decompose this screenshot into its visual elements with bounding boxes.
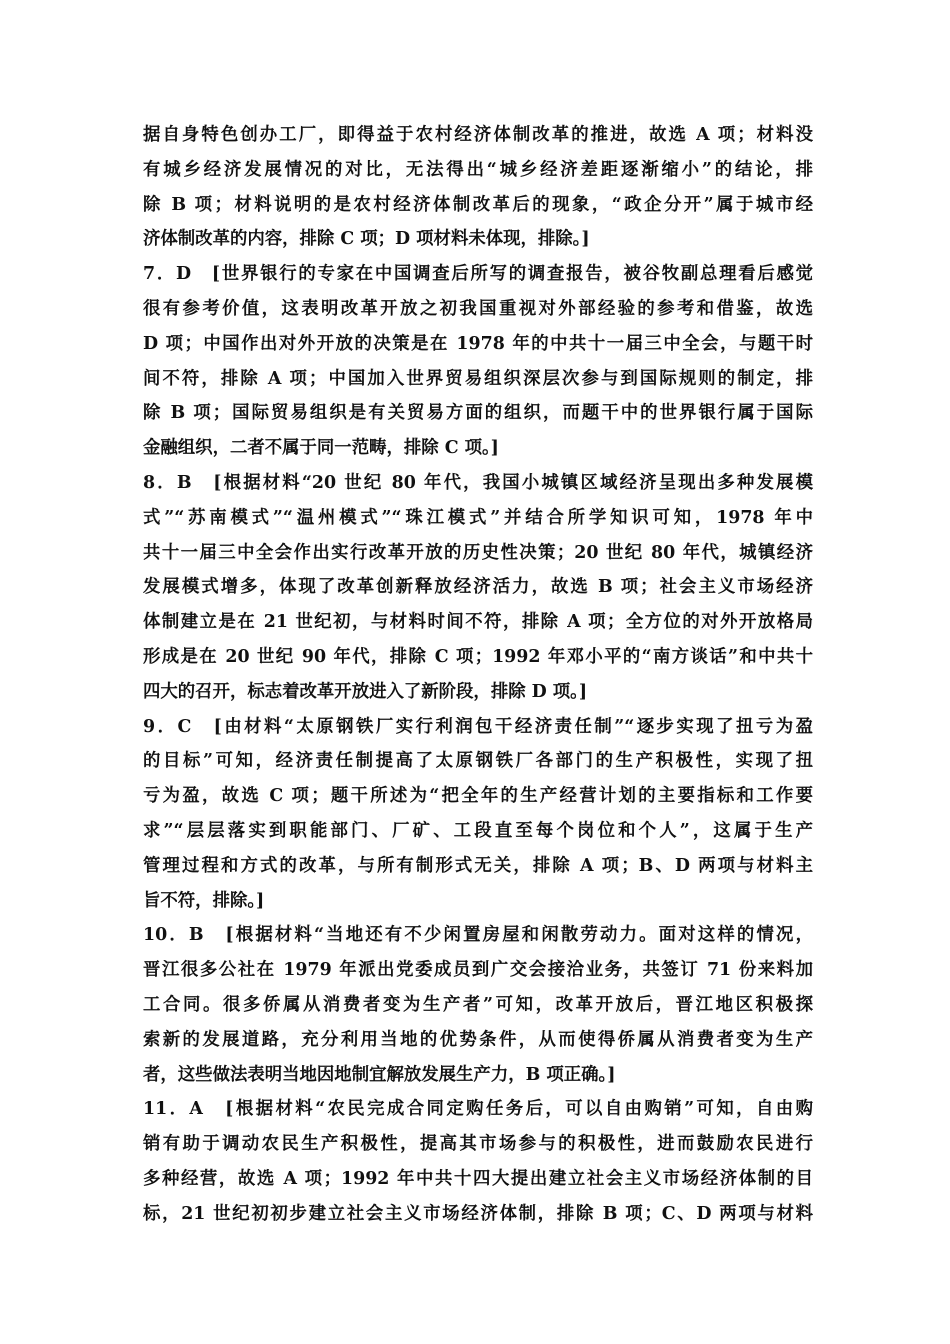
text-line: 索新的发展道路，充分利用当地的优势条件，从而使得侨属从消费者变为生产	[143, 1029, 813, 1050]
text-line: 共十一届三中全会作出实行改革开放的历史性决策；20 世纪 80 年代，城镇经济	[143, 542, 813, 563]
text-line: 11．A [根据材料“农民完成合同定购任务后，可以自由购销”可知，自由购	[143, 1099, 813, 1120]
text-line: 10．B [根据材料“当地还有不少闲置房屋和闲散劳动力。面对这样的情况，	[143, 925, 813, 946]
text-line: 工合同。很多侨属从消费者变为生产者”可知，改革开放后，晋江地区积极探	[143, 994, 813, 1015]
text-line: 旨不符，排除。]	[143, 890, 265, 911]
text-line: 7．D [世界银行的专家在中国调查后所写的调查报告，被谷牧副总理看后感觉	[143, 264, 813, 285]
text-line: 管理过程和方式的改革，与所有制形式无关，排除 A 项；B、D 两项与材料主	[143, 855, 813, 876]
text-line: 求”“层层落实到职能部门、厂矿、工段直至每个岗位和个人”，这属于生产	[143, 820, 813, 841]
text-line: 形成是在 20 世纪 90 年代，排除 C 项；1992 年邓小平的“南方谈话”和中共十	[143, 646, 813, 667]
text-line: 晋江很多公社在 1979 年派出党委成员到广交会接洽业务，共签订 71 份来料加	[143, 960, 813, 981]
text-line: D 项；中国作出对外开放的决策是在 1978 年的中共十一届三中全会，与题干时	[143, 333, 813, 354]
text-line: 多种经营，故选 A 项；1992 年中共十四大提出建立社会主义市场经济体制的目	[143, 1168, 813, 1189]
text-line: 标，21 世纪初初步建立社会主义市场经济体制，排除 B 项；C、D 两项与材料	[143, 1203, 813, 1224]
text-line: 据自身特色创办工厂，即得益于农村经济体制改革的推进，故选 A 项；材料没	[143, 125, 813, 145]
text-line: 8．B [根据材料“20 世纪 80 年代，我国小城镇区域经济呈现出多种发展模	[143, 472, 813, 493]
text-line: 很有参考价值，这表明改革开放之初我国重视对外部经验的参考和借鉴，故选	[143, 298, 813, 319]
text-line: 者，这些做法表明当地因地制宜解放发展生产力，B 项正确。]	[143, 1064, 616, 1085]
text-line: 销有助于调动农民生产积极性，提高其市场参与的积极性，进而鼓励农民进行	[143, 1134, 813, 1155]
text-line: 除 B 项；国际贸易组织是有关贸易方面的组织，而题干中的世界银行属于国际	[143, 403, 813, 424]
text-line: 发展模式增多，体现了改革创新释放经济活力，故选 B 项；社会主义市场经济	[143, 577, 813, 598]
text-line: 有城乡经济发展情况的对比，无法得出“城乡经济差距逐渐缩小”的结论，排	[143, 159, 813, 180]
text-line: 间不符，排除 A 项；中国加入世界贸易组织深层次参与到国际规则的制定，排	[143, 368, 813, 389]
text-line: 的目标”可知，经济责任制提高了太原钢铁厂各部门的生产积极性，实现了扭	[143, 751, 813, 772]
text-line: 金融组织，二者不属于同一范畴，排除 C 项。]	[143, 438, 499, 459]
text-line: 四大的召开，标志着改革开放进入了新阶段，排除 D 项。]	[143, 681, 588, 702]
text-line: 除 B 项；材料说明的是农村经济体制改革后的现象，“政企分开”属于城市经	[143, 194, 813, 215]
text-line: 体制建立是在 21 世纪初，与材料时间不符，排除 A 项；全方位的对外开放格局	[143, 612, 813, 633]
text-line: 式”“苏南模式”“温州模式”“珠江模式”并结合所学知识可知，1978 年中	[143, 507, 813, 528]
text-line: 9．C [由材料“太原钢铁厂实行利润包干经济责任制”“逐步实现了扭亏为盈	[143, 716, 813, 737]
text-line: 亏为盈，故选 C 项；题干所述为“把全年的生产经营计划的主要指标和工作要	[143, 786, 813, 807]
text-line: 济体制改革的内容，排除 C 项；D 项材料未体现，排除。]	[143, 229, 590, 250]
answer-explanation-page	[143, 118, 813, 1232]
